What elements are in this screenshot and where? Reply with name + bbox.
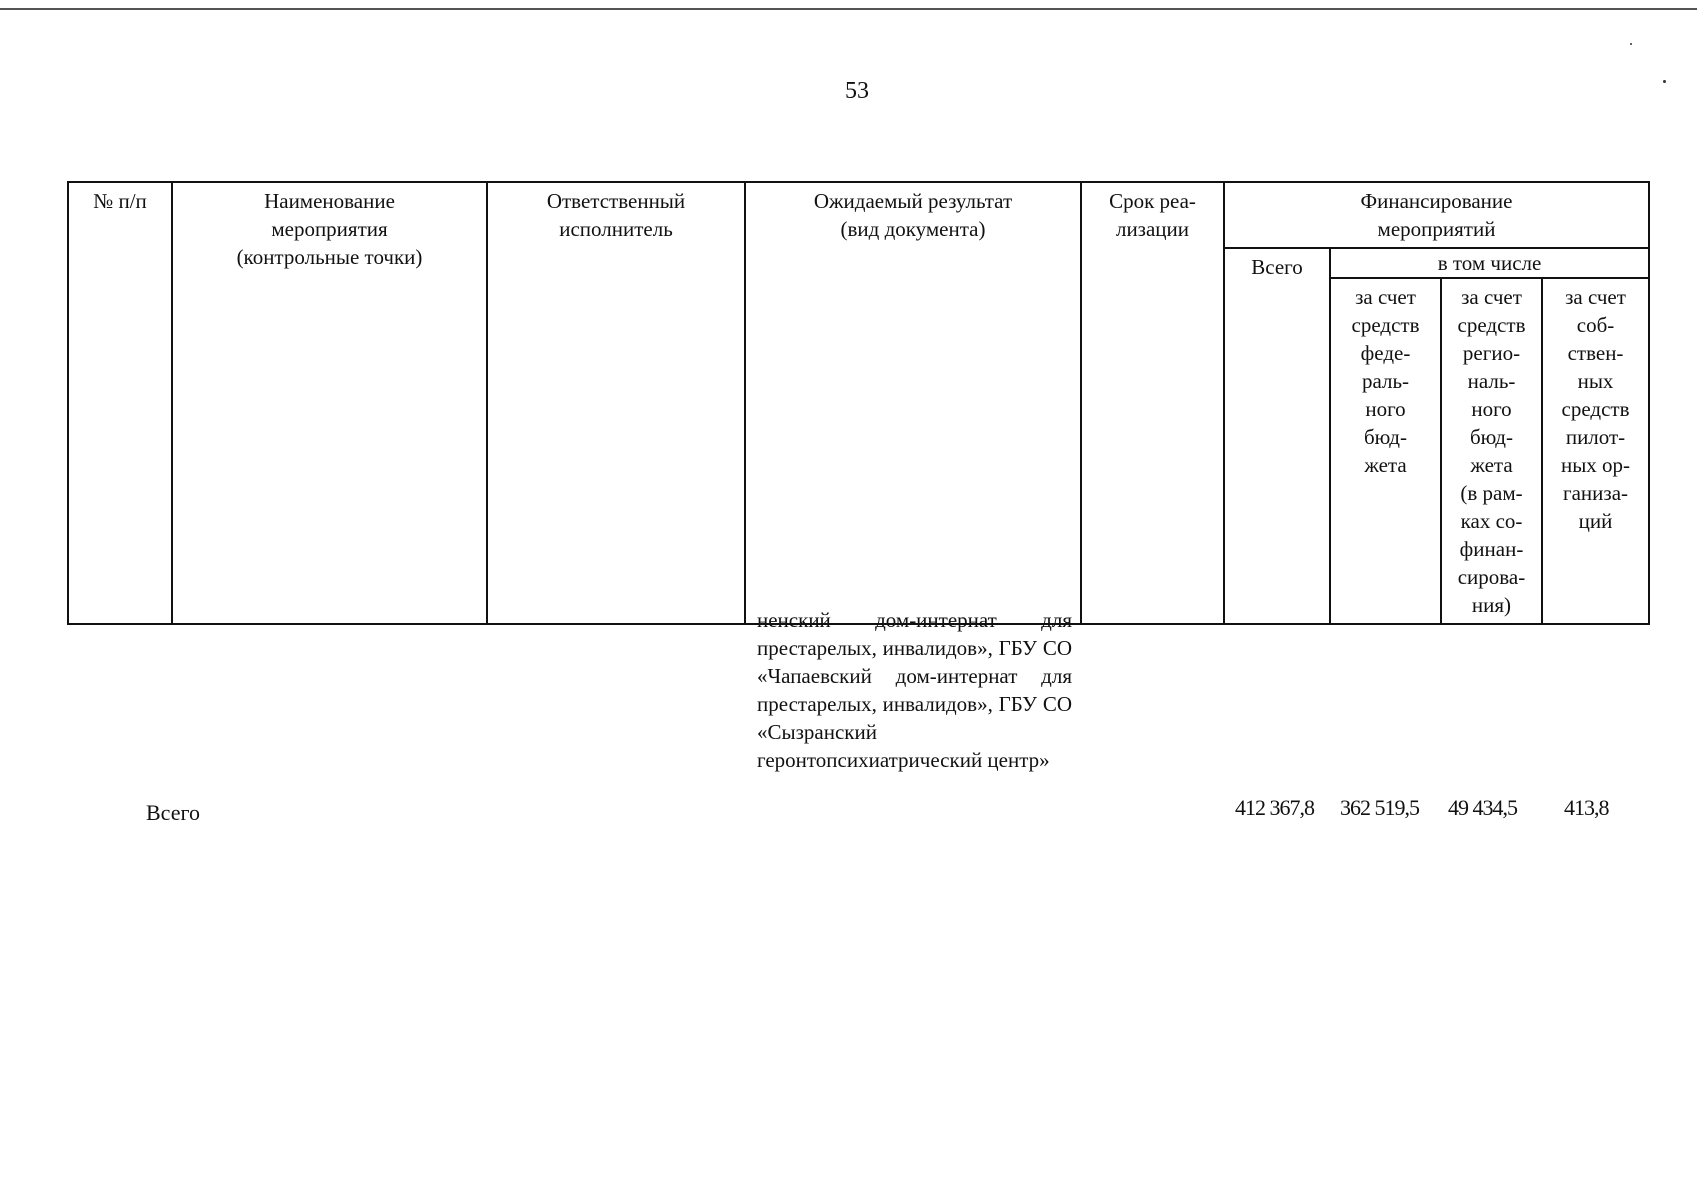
header-regional: за счет средств регио- наль- ного бюд- жета (в рам- ках со- финан- сирова- ния) (1441, 278, 1542, 624)
total-sum: 412 367,8 (1235, 795, 1314, 820)
continued-result-text: ненский дом-интернат для престарелых, инвалидов», ГБУ СО «Чапаевский дом-интернат для престарелых, инвалидов», ГБУ СО «Сызранский геронтопсихиатрический центр» (757, 608, 1072, 772)
header-executor: Ответственный исполнитель (487, 182, 745, 624)
header-financing: Финансирование мероприятий (1224, 182, 1649, 248)
total-label: Всего (146, 800, 200, 825)
page-number: 53 (845, 78, 869, 104)
total-own: 413,8 (1564, 795, 1609, 820)
total-federal: 362 519,5 (1340, 795, 1419, 820)
header-name: Наименование мероприятия (контрольные точки) (172, 182, 487, 624)
header-term: Срок реа- лизации (1081, 182, 1224, 624)
financing-table (67, 181, 1650, 625)
header-num: № п/п (68, 182, 172, 624)
header-including: в том числе (1330, 248, 1649, 278)
header-own: за счет соб- ствен- ных средств пилот- ных ор- ганиза- ций (1542, 278, 1649, 624)
scan-speck (1630, 43, 1632, 45)
header-result: Ожидаемый результат (вид документа) (745, 182, 1081, 624)
scan-speck (1663, 80, 1666, 83)
header-federal: за счет средств феде- раль- ного бюд- жета (1330, 278, 1441, 624)
scan-edge-line (0, 8, 1697, 10)
total-regional: 49 434,5 (1448, 795, 1517, 820)
header-total: Всего (1224, 248, 1330, 624)
